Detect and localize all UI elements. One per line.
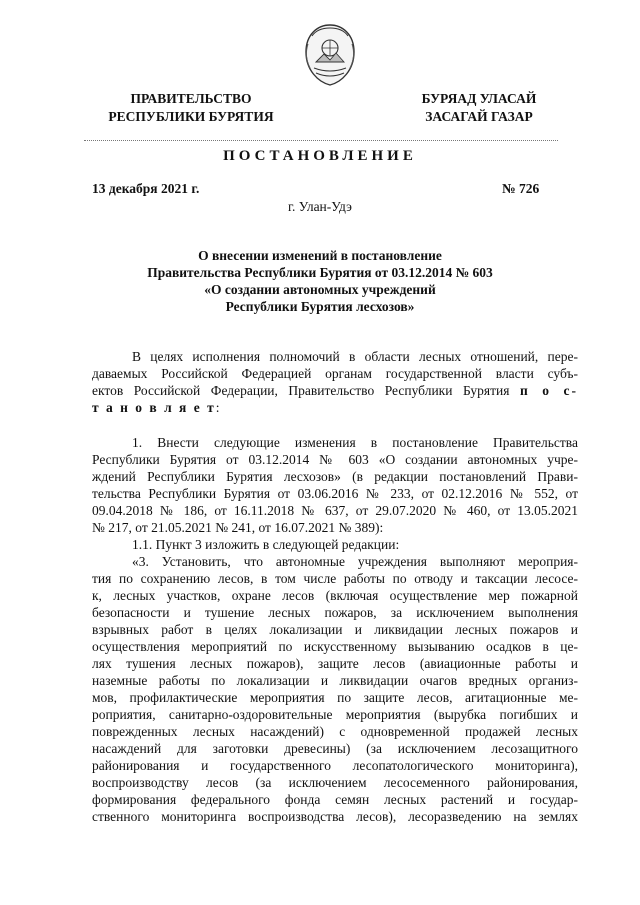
title-line: «О создании автономных учреждений: [204, 282, 436, 297]
text-line: [92, 382, 578, 399]
document-city: г. Улан-Удэ: [288, 199, 352, 214]
title-line: О внесении изменений в постановление: [198, 248, 442, 263]
text-run: :: [215, 400, 220, 415]
text-line: № 217, от 21.05.2021 № 241, от 16.07.2021 № 389):: [92, 520, 384, 535]
coat-of-arms-emblem: [302, 22, 358, 88]
document-date: 13 декабря 2021 г.: [92, 181, 200, 196]
government-name-line: БУРЯАД УЛАСАЙ: [421, 91, 537, 106]
text-line: наземные работы по локализации и ликвидации очагов вредных организ-: [92, 673, 578, 688]
text-line: к, лесных участков, охране лесов (включая осуществление мер пожарной: [92, 588, 578, 603]
text-run: ектов Российской Федерации, Правительство Республики Бурятия: [92, 383, 510, 398]
text-line: Республики Бурятия от 03.12.2014 № 603 «О создании автономных учре-: [92, 452, 578, 467]
text-line: роприятия, санитарно-оздоровительные мероприятия (вырубка погибших и: [92, 707, 578, 722]
text-line: поврежденных лесных насаждений) с одновременной продажей лесных: [92, 724, 578, 739]
text-line: взрывных работ в целях локализации и ликвидации лесных пожаров и: [92, 622, 578, 637]
text-line: осуществления мероприятий по искусственному вызыванию осадков в це-: [92, 639, 578, 654]
government-name-line: РЕСПУБЛИКИ БУРЯТИЯ: [108, 109, 274, 124]
government-name-line: ПРАВИТЕЛЬСТВО: [130, 91, 252, 106]
paragraph-amendments: [92, 434, 578, 825]
text-line: [92, 399, 578, 416]
spaced-keyword: п о с-: [519, 383, 578, 398]
text-line: насаждений для заготовки древесины) (за исключением лесозащитного: [92, 741, 578, 756]
text-line: воспроизводству лесов (за исключением лесосеменного районирования,: [92, 775, 578, 790]
text-line: мов, профилактические мероприятия по защите лесов, агитационные ме-: [92, 690, 578, 705]
text-line: 1. Внести следующие изменения в постановление Правительства: [132, 435, 578, 450]
title-line: Правительства Республики Бурятия от 03.12.2014 № 603: [147, 265, 493, 280]
text-line: лях тушения лесных пожаров), защите лесов (авиационные работы и: [92, 656, 578, 671]
text-line: безопасности и тушение лесных пожаров, за исключением выполнения: [92, 605, 578, 620]
text-line: 09.04.2018 № 186, от 16.11.2018 № 637, от 29.07.2020 № 460, от 13.05.2021: [92, 503, 578, 518]
government-name-line: ЗАСАГАЙ ГАЗАР: [425, 109, 533, 124]
title-line: Республики Бурятия лесхозов»: [225, 299, 415, 314]
text-line: ственного мониторинга воспроизводства лесов), лесоразведению на землях: [92, 809, 578, 824]
text-line: тия по сохранению лесов, в том числе работы по отводу и таксации лесосе-: [92, 571, 578, 586]
document-number: № 726: [502, 181, 540, 196]
text-line: формирования федерального фонда семян лесных растений и государ-: [92, 792, 578, 807]
government-name-buryat: [394, 90, 564, 126]
document-type: ПОСТАНОВЛЕНИЕ: [223, 148, 417, 164]
government-name-russian: [86, 90, 296, 126]
preamble-paragraph: [92, 348, 578, 416]
header-divider: [84, 140, 558, 141]
text-line: «3. Установить, что автономные учреждения выполняют мероприя-: [132, 554, 578, 569]
spaced-keyword: т а н о в л я е т: [92, 400, 216, 415]
text-line: 1.1. Пункт 3 изложить в следующей редакции:: [132, 537, 400, 552]
text-line: даваемых Российской Федерацией органам государственной власти субъ-: [92, 366, 578, 381]
text-line: В целях исполнения полномочий в области лесных отношений, пере-: [132, 349, 578, 364]
document-title: [100, 247, 540, 315]
text-line: районирования и государственного лесопатологического мониторинга),: [92, 758, 578, 773]
text-line: ждений Республики Бурятия лесхозов» (в редакции постановлений Прави-: [92, 469, 578, 484]
text-line: тельства Республики Бурятия от 03.06.2016 № 233, от 02.12.2016 № 552, от: [92, 486, 578, 501]
